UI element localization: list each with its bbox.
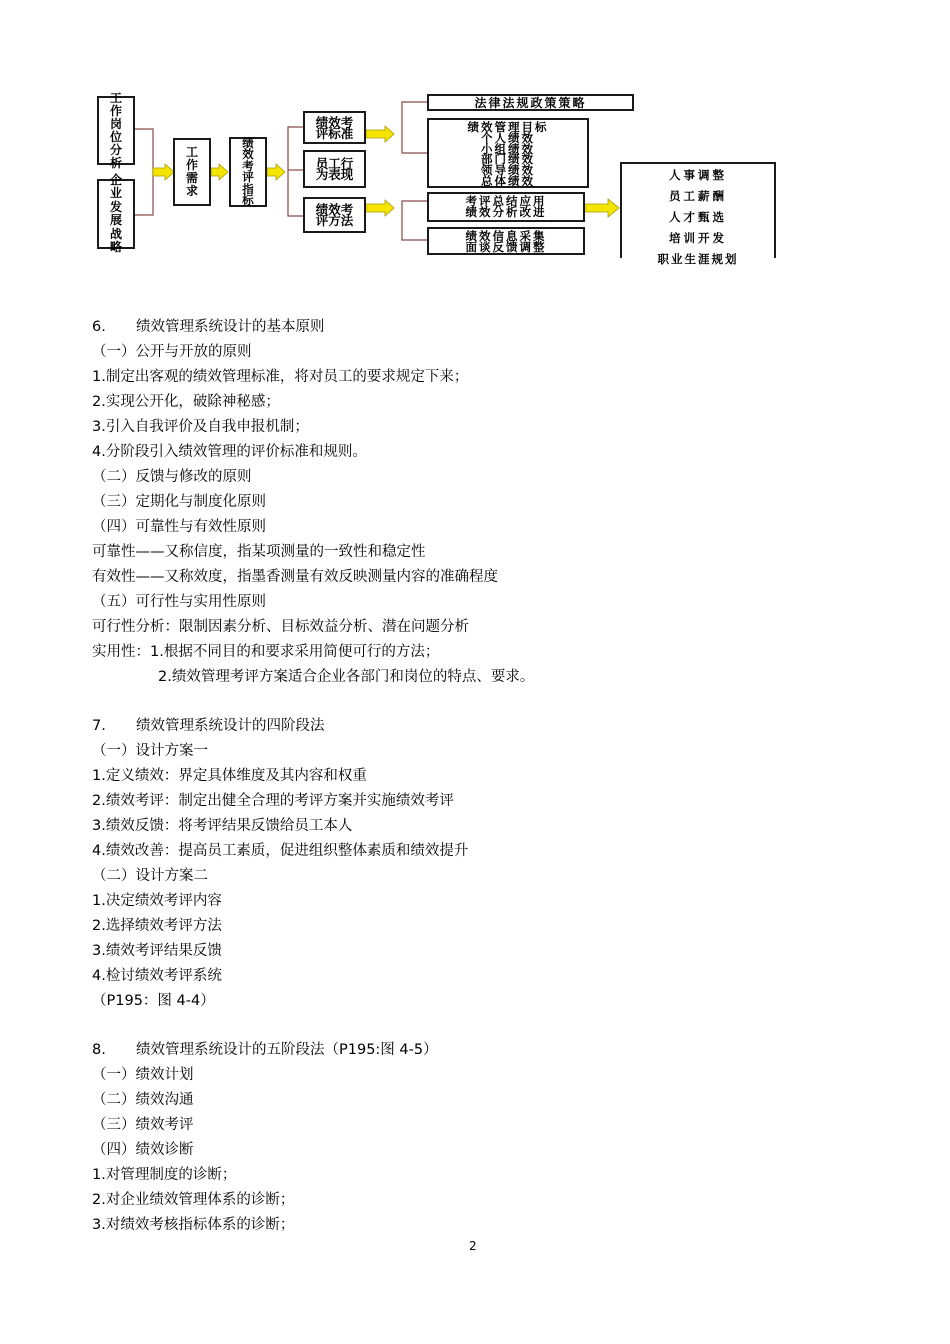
result-item: 人事调整 — [669, 168, 727, 182]
text-line: 2.绩效考评：制定出健全合理的考评方案并实施绩效考评 — [92, 793, 454, 809]
box-laws — [427, 94, 634, 111]
box-job-analysis-label: 工作岗位分析 — [109, 90, 122, 170]
text-line: （四）绩效诊断 — [92, 1142, 194, 1158]
text-line: （P195：图 4-4） — [92, 993, 215, 1009]
box-collect — [427, 227, 585, 255]
text-line: （二）反馈与修改的原则 — [92, 469, 252, 485]
apply-line: 绩效分析改进 — [465, 205, 547, 220]
arrow-2 — [211, 164, 228, 180]
section-number: 8. — [92, 1042, 106, 1058]
goal-item: 部门绩效 — [481, 152, 535, 167]
section-heading-8 — [92, 1041, 438, 1059]
section-heading-7 — [92, 717, 325, 735]
text-line: （五）可行性与实用性原则 — [92, 594, 266, 610]
text-line: （一）绩效计划 — [92, 1067, 194, 1083]
arrow-6 — [585, 199, 619, 217]
box-standard-label: 绩效考评标准 — [315, 114, 354, 141]
result-item: 员工薪酬 — [669, 189, 727, 203]
text-line: 1.制定出客观的绩效管理标准，将对员工的要求规定下来； — [92, 369, 469, 385]
text-line: 可靠性——又称信度，指某项测量的一致性和稳定性 — [92, 544, 426, 560]
goal-item: 个人绩效 — [481, 130, 535, 145]
result-item: 培训开发 — [669, 231, 727, 245]
goal-item: 总体绩效 — [481, 173, 535, 188]
box-behavior — [303, 150, 366, 188]
text-line: 3.绩效反馈：将考评结果反馈给员工本人 — [92, 818, 353, 834]
box-job-analysis — [97, 90, 135, 170]
box-apply — [427, 192, 585, 222]
goal-title: 绩效管理目标 — [467, 120, 549, 134]
text-line: 1.对管理制度的诊断； — [92, 1167, 237, 1183]
text-line: （三）绩效考评 — [92, 1117, 194, 1133]
collect-line: 面谈反馈调整 — [465, 240, 547, 255]
text-line: （一）设计方案一 — [92, 743, 208, 759]
collect-line: 绩效信息采集 — [465, 229, 547, 243]
bracket-left — [135, 129, 153, 215]
section-heading-6 — [92, 318, 325, 336]
arrow-4 — [366, 126, 394, 142]
text-line: （二）绩效沟通 — [92, 1092, 194, 1108]
section-title: 绩效管理系统设计的五阶段法（P195:图 4-5） — [136, 1042, 438, 1058]
text-line: 1.定义绩效：界定具体维度及其内容和权重 — [92, 768, 367, 784]
result-item: 人才甄选 — [669, 210, 727, 224]
text-line: （三）定期化与制度化原则 — [92, 494, 266, 510]
section-title: 绩效管理系统设计的四阶段法 — [136, 718, 325, 734]
box-goals — [427, 118, 589, 188]
text-line: （二）设计方案二 — [92, 868, 208, 884]
box-behavior-label: 员工行为表现 — [315, 155, 354, 182]
text-line: 2.选择绩效考评方法 — [92, 918, 222, 934]
section-number: 6. — [92, 319, 106, 335]
arrow-1 — [153, 164, 174, 180]
text-line: 3.对绩效考核指标体系的诊断； — [92, 1217, 295, 1233]
box-method-label: 绩效考评方法 — [315, 202, 354, 228]
text-line: 2.对企业绩效管理体系的诊断； — [92, 1192, 295, 1208]
text-line: （四）可靠性与有效性原则 — [92, 519, 266, 535]
box-job-need-label: 工作需求 — [185, 145, 198, 198]
arrow-5 — [366, 200, 394, 216]
arrow-3 — [267, 164, 285, 180]
goal-item: 小组绩效 — [481, 141, 535, 156]
box-laws-label: 法律法规政策策略 — [474, 95, 587, 110]
text-line: 3.引入自我评价及自我申报机制； — [92, 419, 309, 435]
bracket-lower-right — [402, 201, 427, 240]
box-index-label: 绩效考评指标 — [242, 135, 254, 207]
goal-item: 领导绩效 — [481, 163, 535, 178]
text-line: 实用性：1.根据不同目的和要求采用简便可行的方法； — [92, 644, 440, 660]
bracket-upper-right — [402, 102, 427, 153]
bracket-mid — [288, 127, 303, 216]
box-standard — [303, 111, 366, 144]
text-line: 4.检讨绩效考评系统 — [92, 968, 222, 984]
text-line: 3.绩效考评结果反馈 — [92, 943, 222, 959]
box-method — [303, 197, 366, 233]
box-strategy-label: 企业发展战略 — [109, 172, 122, 254]
text-line: 1.决定绩效考评内容 — [92, 893, 222, 909]
section-number: 7. — [92, 718, 106, 734]
box-job-need — [173, 138, 211, 206]
section-title: 绩效管理系统设计的基本原则 — [136, 319, 325, 335]
page-number: 2 — [469, 1239, 477, 1253]
box-results — [620, 162, 776, 266]
apply-line: 考评总结应用 — [465, 194, 547, 208]
box-strategy — [97, 172, 135, 254]
text-line: 4.分阶段引入绩效管理的评价标准和规则。 — [92, 444, 367, 460]
text-line: 有效性——又称效度，指墨香测量有效反映测量内容的准确程度 — [92, 569, 498, 585]
text-line: （一）公开与开放的原则 — [92, 344, 252, 360]
text-line: 2.绩效管理考评方案适合企业各部门和岗位的特点、要求。 — [158, 669, 535, 685]
result-item: 职业生涯规划 — [657, 252, 739, 266]
box-index — [229, 137, 267, 207]
text-line: 2.实现公开化，破除神秘感； — [92, 394, 280, 410]
text-line: 4.绩效改善：提高员工素质，促进组织整体素质和绩效提升 — [92, 843, 469, 859]
text-line: 可行性分析：限制因素分析、目标效益分析、潜在问题分析 — [92, 619, 469, 635]
